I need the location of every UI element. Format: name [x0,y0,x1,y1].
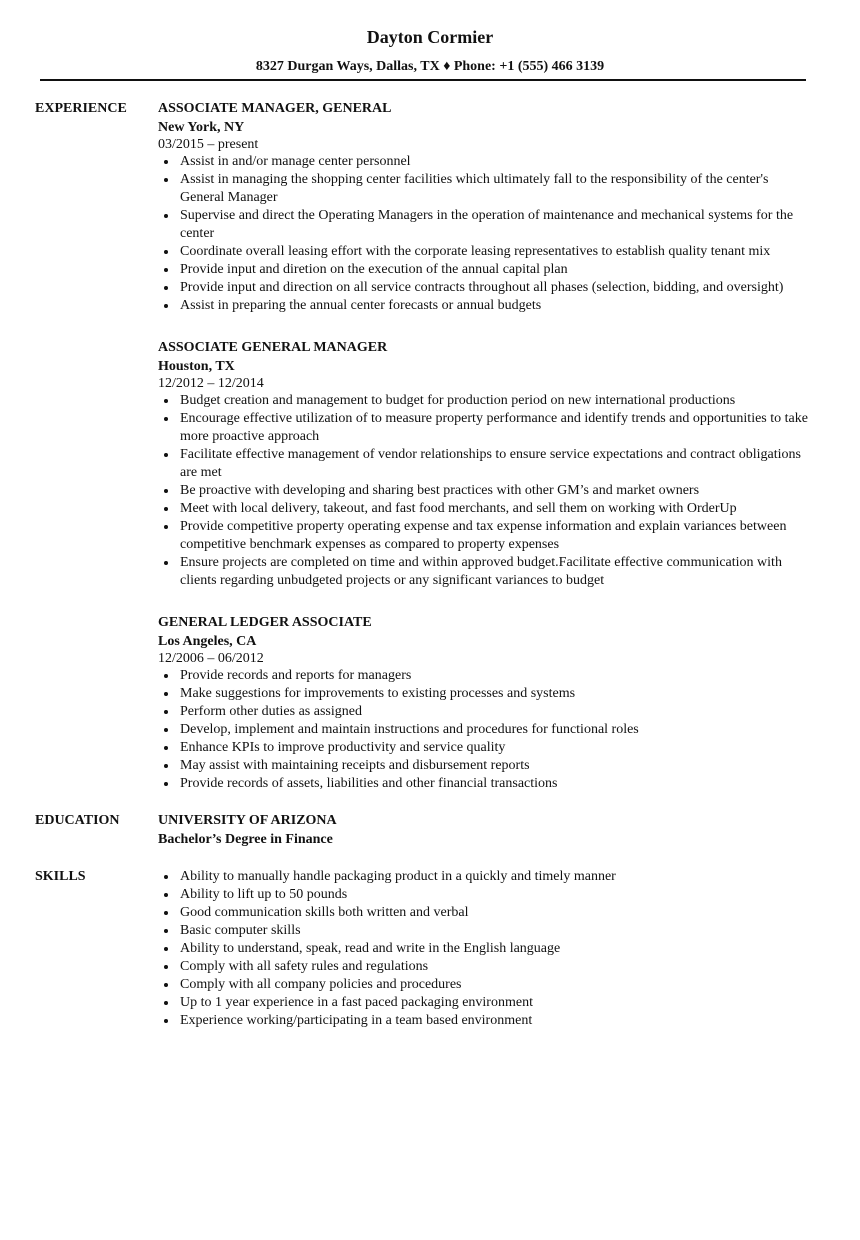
bullet-text: Be proactive with developing and sharing best practices with other GM’s and market owners [180,483,700,498]
skills-section [35,868,810,1030]
bullet-icon [164,674,168,678]
bullet-text: Encourage effective utilization of to measure property performance and identify trends and opportunities to take more proactive approach [180,411,808,444]
bullet-icon [164,417,168,421]
bullet-text: Assist in preparing the annual center forecasts or annual budgets [180,298,542,313]
bullet-icon [164,782,168,786]
bullet-icon [164,214,168,218]
bullet-text: Perform other duties as assigned [180,704,362,719]
list-item [158,153,810,171]
list-item [158,886,810,904]
job-dates: 03/2015 – present [158,137,259,152]
job-bullet-list [158,392,810,590]
job-location: Los Angeles, CA [158,634,257,649]
list-item [158,410,810,446]
bullet-text: Meet with local delivery, takeout, and fast food merchants, and sell them on working with OrderUp [180,501,737,516]
skill-text: Basic computer skills [180,923,301,938]
list-item [158,739,810,757]
bullet-icon [164,399,168,403]
bullet-icon [164,1001,168,1005]
bullet-text: Provide records and reports for managers [180,668,412,683]
bullet-icon [164,893,168,897]
list-item [158,392,810,410]
bullet-icon [164,875,168,879]
bullet-text: Ensure projects are completed on time and within approved budget.Facilitate effective communication with clients regarding unbudgeted projects or any significant variances to budget [180,555,782,588]
skill-text: Experience working/participating in a team based environment [180,1013,533,1028]
bullet-icon [164,453,168,457]
list-item [158,207,810,243]
education-degree: Bachelor’s Degree in Finance [158,832,333,847]
list-item [158,994,810,1012]
bullet-icon [164,1019,168,1023]
list-item [158,685,810,703]
bullet-icon [164,710,168,714]
experience-body [158,100,810,793]
job-location: Houston, TX [158,359,235,374]
education-body [158,812,810,849]
job-dates: 12/2006 – 06/2012 [158,651,264,666]
list-item [158,775,810,793]
section-label-education: EDUCATION [35,813,120,828]
bullet-icon [164,250,168,254]
list-item [158,940,810,958]
header-divider [40,79,806,81]
job-title: ASSOCIATE GENERAL MANAGER [158,340,388,355]
job-bullet-list [158,667,810,793]
list-item [158,261,810,279]
skill-text: Ability to manually handle packaging product in a quickly and timely manner [180,869,616,884]
list-item [158,868,810,886]
bullet-icon [164,983,168,987]
bullet-icon [164,764,168,768]
list-item [158,1012,810,1030]
education-school: UNIVERSITY OF ARIZONA [158,813,337,828]
candidate-name: Dayton Cormier [366,27,494,47]
job-title: ASSOCIATE MANAGER, GENERAL [158,101,392,116]
list-item [158,171,810,207]
bullet-icon [164,692,168,696]
bullet-icon [164,286,168,290]
skill-text: Ability to lift up to 50 pounds [180,887,348,902]
bullet-icon [164,507,168,511]
list-item [158,904,810,922]
skill-text: Ability to understand, speak, read and write in the English language [180,941,561,956]
job-title: GENERAL LEDGER ASSOCIATE [158,615,372,630]
skill-text: Up to 1 year experience in a fast paced packaging environment [180,995,533,1010]
skill-text: Good communication skills both written and verbal [180,905,469,920]
bullet-icon [164,489,168,493]
section-label-experience: EXPERIENCE [35,101,127,116]
skill-text: Comply with all company policies and procedures [180,977,462,992]
bullet-icon [164,160,168,164]
job-dates: 12/2012 – 12/2014 [158,376,264,391]
list-item [158,922,810,940]
list-item [158,976,810,994]
list-item [158,703,810,721]
bullet-icon [164,304,168,308]
bullet-text: Supervise and direct the Operating Managers in the operation of maintenance and mechanical systems for the center [180,208,794,241]
list-item [158,279,810,297]
skill-text: Comply with all safety rules and regulations [180,959,429,974]
list-item [158,757,810,775]
job-location: New York, NY [158,120,245,135]
bullet-icon [164,947,168,951]
bullet-text: Provide competitive property operating expense and tax expense information and explain variances between competitive benchmark expenses as compared to property expenses [180,519,787,552]
list-item [158,482,810,500]
bullet-icon [164,178,168,182]
job-bullet-list [158,153,810,315]
job-entry [158,614,810,793]
bullet-text: Provide records of assets, liabilities and other financial transactions [180,776,558,791]
list-item [158,721,810,739]
job-entry [158,100,810,315]
bullet-text: Provide input and diretion on the execution of the annual capital plan [180,262,568,277]
job-entry [158,339,810,590]
bullet-icon [164,965,168,969]
skills-body [158,868,810,1030]
list-item [158,297,810,315]
list-item [158,500,810,518]
bullet-text: Enhance KPIs to improve productivity and service quality [180,740,506,755]
bullet-text: Make suggestions for improvements to existing processes and systems [180,686,576,701]
skills-list [158,868,810,1030]
list-item [158,446,810,482]
list-item [158,243,810,261]
bullet-icon [164,728,168,732]
list-item [158,518,810,554]
bullet-icon [164,561,168,565]
bullet-text: Provide input and direction on all service contracts throughout all phases (selection, bidding, and oversight) [180,280,784,295]
education-section [35,812,810,849]
list-item [158,958,810,976]
list-item [158,554,810,590]
bullet-text: Facilitate effective management of vendor relationships to ensure service expectations and contract obligations are met [180,447,801,480]
contact-line: 8327 Durgan Ways, Dallas, TX ♦ Phone: +1 (555) 466 3139 [255,59,605,74]
bullet-icon [164,929,168,933]
bullet-text: Assist in managing the shopping center facilities which ultimately fall to the responsibility of the center's General Manager [180,172,769,205]
bullet-icon [164,911,168,915]
section-label-skills: SKILLS [35,869,86,884]
bullet-icon [164,268,168,272]
bullet-icon [164,746,168,750]
list-item [158,667,810,685]
experience-section [35,100,810,793]
bullet-icon [164,525,168,529]
bullet-text: Develop, implement and maintain instructions and procedures for functional roles [180,722,639,737]
bullet-text: Coordinate overall leasing effort with the corporate leasing representatives to establish quality tenant mix [180,244,771,259]
bullet-text: May assist with maintaining receipts and disbursement reports [180,758,530,773]
bullet-text: Assist in and/or manage center personnel [180,154,411,169]
bullet-text: Budget creation and management to budget for production period on new international productions [180,393,736,408]
